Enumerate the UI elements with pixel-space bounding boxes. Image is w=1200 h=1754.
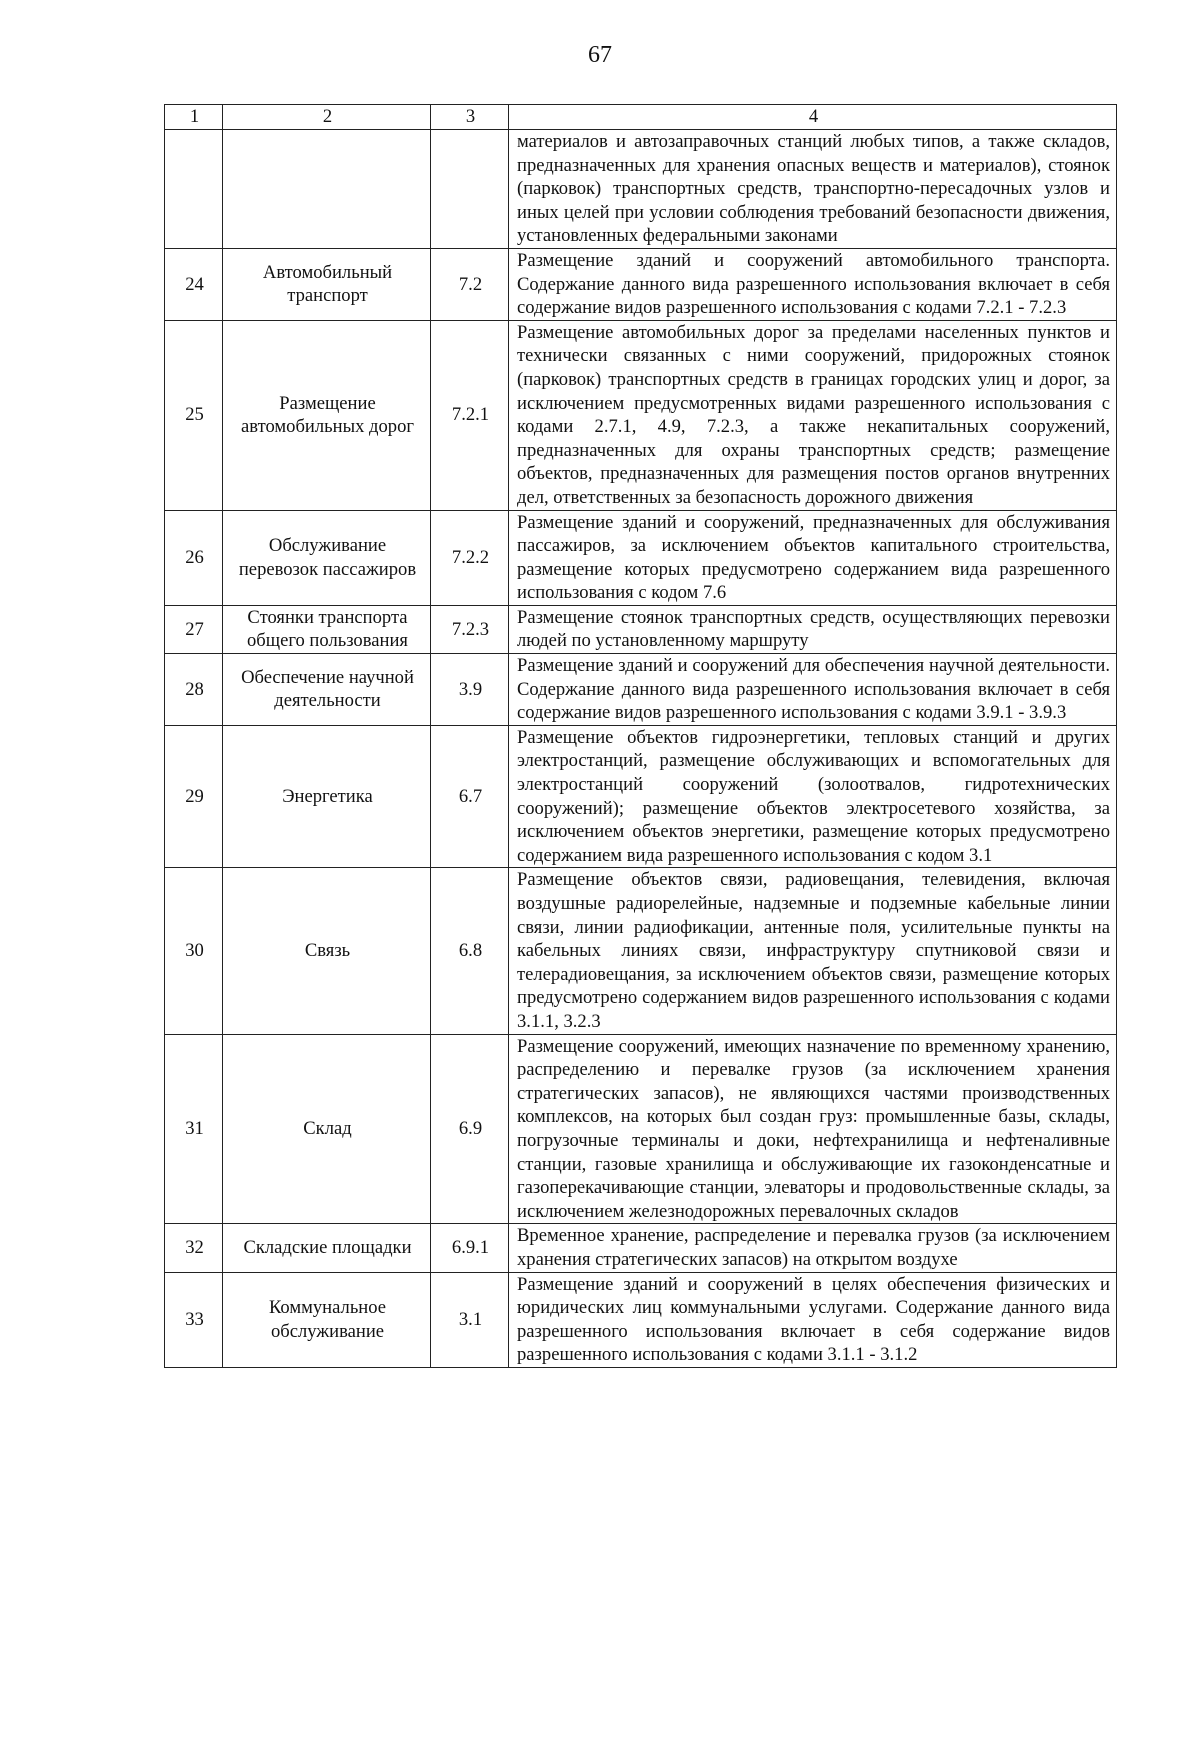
use-type-description: Размещение сооружений, имеющих назначение по временному хранению, распределению и перевалке грузов (за исключением хранения стратегических запасов), не являющихся частями производственных комплексов, на которых был создан груз: промышленные базы, склады, погрузочные терминалы и доки, нефтехранилища и нефтеналивные станции, газовые хранилища и обслуживающие их газоконденсатные и газоперекачивающие станции, элеваторы и продовольственные склады, за исключением железнодорожных перевалочных складов bbox=[509, 1034, 1117, 1224]
row-number: 33 bbox=[165, 1272, 223, 1367]
use-type-code: 3.9 bbox=[431, 654, 509, 726]
use-type-name: Склад bbox=[223, 1034, 431, 1224]
use-type-name: Коммунальное обслуживание bbox=[223, 1272, 431, 1367]
row-number: 28 bbox=[165, 654, 223, 726]
use-type-description: Временное хранение, распределение и перевалка грузов (за исключением хранения стратегических запасов) на открытом воздухе bbox=[509, 1224, 1117, 1272]
column-header-3: 3 bbox=[431, 105, 509, 130]
use-type-description: материалов и автозаправочных станций любых типов, а также складов, предназначенных для хранения опасных веществ и материалов), стоянок (парковок) транспортных средств, транспортно-пересадочных узлов и иных целей при условии соблюдения требований безопасности движения, установленных федеральными законами bbox=[509, 130, 1117, 249]
row-number: 26 bbox=[165, 510, 223, 605]
use-type-name: Связь bbox=[223, 868, 431, 1034]
use-type-name: Обеспечение научной деятельности bbox=[223, 654, 431, 726]
use-type-code: 6.8 bbox=[431, 868, 509, 1034]
table-row bbox=[165, 510, 1117, 605]
use-type-name bbox=[223, 130, 431, 249]
use-type-code: 7.2.1 bbox=[431, 320, 509, 510]
table-row bbox=[165, 1224, 1117, 1272]
use-type-description: Размещение зданий и сооружений для обеспечения научной деятельности. Содержание данного вида разрешенного использования включает в себя содержание видов разрешенного использования с кодами 3.9.1 - 3.9.3 bbox=[509, 654, 1117, 726]
use-type-code: 7.2 bbox=[431, 248, 509, 320]
column-header-4: 4 bbox=[509, 105, 1117, 130]
use-type-description: Размещение объектов связи, радиовещания, телевидения, включая воздушные радиорелейные, надземные и подземные кабельные линии связи, линии радиофикации, антенные поля, усилительные пункты на кабельных линиях связи, инфраструктуру спутниковой связи и телерадиовещания, за исключением объектов связи, размещение которых предусмотрено содержанием видов разрешенного использования с кодами 3.1.1, 3.2.3 bbox=[509, 868, 1117, 1034]
column-header-1: 1 bbox=[165, 105, 223, 130]
row-number: 29 bbox=[165, 725, 223, 868]
use-type-name: Автомобильный транспорт bbox=[223, 248, 431, 320]
use-type-name: Энергетика bbox=[223, 725, 431, 868]
row-number bbox=[165, 130, 223, 249]
use-type-description: Размещение зданий и сооружений в целях обеспечения физических и юридических лиц коммунальными услугами. Содержание данного вида разрешенного использования включает в себя содержание видов разрешенного использования с кодами 3.1.1 - 3.1.2 bbox=[509, 1272, 1117, 1367]
use-type-code: 6.9.1 bbox=[431, 1224, 509, 1272]
use-type-description: Размещение объектов гидроэнергетики, тепловых станций и других электростанций, размещение обслуживающих и вспомогательных для электростанций сооружений (золоотвалов, гидротехнических сооружений); размещение объектов электросетевого хозяйства, за исключением объектов энергетики, размещение которых предусмотрено содержанием вида разрешенного использования с кодом 3.1 bbox=[509, 725, 1117, 868]
table-row bbox=[165, 1034, 1117, 1224]
use-type-description: Размещение автомобильных дорог за пределами населенных пунктов и технически связанных с ними сооружений, придорожных стоянок (парковок) транспортных средств в границах городских улиц и дорог, за исключением предусмотренных видами разрешенного использования с кодами 2.7.1, 4.9, 7.2.3, а также некапитальных сооружений, предназначенных для охраны транспортных средств; размещение объектов, предназначенных для размещения постов органов внутренних дел, ответственных за безопасность дорожного движения bbox=[509, 320, 1117, 510]
column-header-2: 2 bbox=[223, 105, 431, 130]
table-row bbox=[165, 320, 1117, 510]
page-number: 67 bbox=[588, 42, 612, 68]
row-number: 30 bbox=[165, 868, 223, 1034]
use-type-description: Размещение стоянок транспортных средств, осуществляющих перевозки людей по установленному маршруту bbox=[509, 605, 1117, 653]
table-row bbox=[165, 248, 1117, 320]
use-type-code: 7.2.2 bbox=[431, 510, 509, 605]
row-number: 31 bbox=[165, 1034, 223, 1224]
table-row bbox=[165, 654, 1117, 726]
table-row bbox=[165, 868, 1117, 1034]
use-type-name: Обслуживание перевозок пассажиров bbox=[223, 510, 431, 605]
land-use-table bbox=[164, 104, 1117, 1368]
row-number: 25 bbox=[165, 320, 223, 510]
use-type-code: 6.9 bbox=[431, 1034, 509, 1224]
use-type-code: 3.1 bbox=[431, 1272, 509, 1367]
row-number: 27 bbox=[165, 605, 223, 653]
use-type-name: Стоянки транспорта общего пользования bbox=[223, 605, 431, 653]
table-row bbox=[165, 725, 1117, 868]
use-type-name: Складские площадки bbox=[223, 1224, 431, 1272]
use-type-name: Размещение автомобильных дорог bbox=[223, 320, 431, 510]
row-number: 24 bbox=[165, 248, 223, 320]
table-row bbox=[165, 130, 1117, 249]
use-type-code: 7.2.3 bbox=[431, 605, 509, 653]
use-type-code: 6.7 bbox=[431, 725, 509, 868]
table-row bbox=[165, 1272, 1117, 1367]
row-number: 32 bbox=[165, 1224, 223, 1272]
use-type-description: Размещение зданий и сооружений автомобильного транспорта. Содержание данного вида разрешенного использования включает в себя содержание видов разрешенного использования с кодами 7.2.1 - 7.2.3 bbox=[509, 248, 1117, 320]
table-header-row bbox=[165, 105, 1117, 130]
use-type-code bbox=[431, 130, 509, 249]
table-row bbox=[165, 605, 1117, 653]
use-type-description: Размещение зданий и сооружений, предназначенных для обслуживания пассажиров, за исключением объектов капитального строительства, размещение которых предусмотрено содержанием вида разрешенного использования с кодом 7.6 bbox=[509, 510, 1117, 605]
